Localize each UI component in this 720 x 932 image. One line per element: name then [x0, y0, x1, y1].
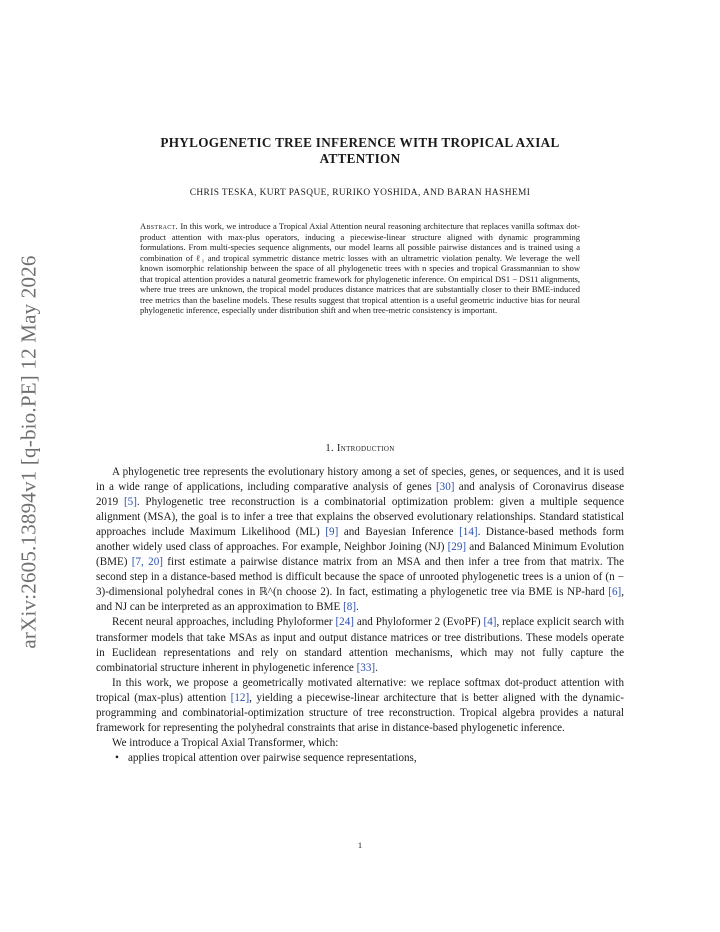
citation-link[interactable]: [30] [435, 481, 455, 494]
text-run: . [375, 661, 378, 674]
author-list: CHRIS TESKA, KURT PASQUE, RURIKO YOSHIDA, AND BARAN HASHEMI [189, 188, 531, 198]
text-run: and Bayesian Inference [338, 526, 460, 539]
text-run: In this work, we propose a geometrically motivated alternative: we replace softmax dot-product attention with tropical (max-plus) attention [96, 676, 624, 704]
title-line-2: ATTENTION [319, 151, 401, 166]
citation-link[interactable]: [7, 20] [131, 556, 163, 569]
section-title: Introduction [336, 443, 395, 454]
text-run: and Phyloformer 2 (EvoPF) [353, 616, 484, 629]
title-line-1: PHYLOGENETIC TREE INFERENCE WITH TROPICAL AXIAL [160, 135, 560, 150]
citation-link[interactable]: [4] [483, 616, 497, 629]
paragraph-1 [96, 465, 624, 615]
paper-title [96, 135, 624, 167]
text-run: . Phylogenetic tree reconstruction is a combinatorial optimization problem: given a multiple sequence alignment (MSA), the goal is to infer a tree that explains the observed evolutionary relationships. Standard statistical approaches include Maximum Likelihood (ML) [96, 496, 624, 539]
abstract-text: In this work, we introduce a Tropical Axial Attention neural reasoning architecture that replaces vanilla softmax dot-product attention with max-plus operators, inducing a piecewise-linear structure aligned with dynamic programming formulations. From multi-species sequence alignments, our model learns all possible pairwise distances and is trained using a combination of ℓ₁ and tropical symmetric distance metric losses with an ultrametric violation penalty. We leverage the well known isomorphic relationship between the space of all phylogenetic trees with n species and tropical Grassmannian to show that tropical attention provides a natural geometric framework for phylogenetic inference. On empirical DS1 − DS11 alignments, where true trees are unknown, the tropical model produces distance matrices that are substantially closer to their BME-induced tree metrics than the baseline models. These results suggest that tropical attention is a useful geometric inductive bias for neural phylogenetic inference, especially under distribution shift and when tree-metric consistency is important. [140, 221, 580, 315]
section-number: 1. [325, 443, 334, 454]
text-run: and analysis of Coronavirus disease 2019 [96, 481, 624, 509]
citation-link[interactable]: [9] [325, 526, 339, 539]
paragraph-3 [96, 676, 624, 736]
citation-link[interactable]: [12] [230, 691, 250, 704]
page-number: 1 [357, 840, 363, 850]
text-run: , yielding a piecewise-linear architecture that is better aligned with the dynamic-programming and combinatorial-optimization structure of tree reconstruction. Tropical algebra provides a natural framework for representing the polyhedral constraints that arise in distance-based phylogenetic inference. [96, 691, 624, 734]
bullet-item: • applies tropical attention over pairwise sequence representations, [96, 751, 624, 766]
citation-link[interactable]: [14] [459, 526, 478, 539]
citation-link[interactable]: [33] [356, 661, 376, 674]
body-text [96, 465, 624, 766]
citation-link[interactable]: [5] [123, 496, 137, 509]
text-run: , replace explicit search with transformer models that take MSAs as input and output distance matrices or tree distributions. These models operate in Euclidean representations and rely on standard attention mechanisms, which may not fully capture the combinatorial structure inherent in phylogenetic inference [96, 616, 624, 674]
text-run: , and NJ can be interpreted as an approximation to BME [96, 586, 624, 614]
abstract [140, 221, 580, 316]
arxiv-side-stamp [0, 0, 58, 932]
citation-link[interactable]: [8] [343, 601, 357, 614]
citation-link[interactable]: [29] [447, 541, 467, 554]
text-run: and Balanced Minimum Evolution (BME) [96, 541, 624, 569]
text-run: . [356, 601, 359, 614]
text-run: Recent neural approaches, including Phyloformer [112, 616, 336, 629]
abstract-label: Abstract. [140, 221, 178, 231]
citation-link[interactable]: [6] [608, 586, 622, 599]
paragraph-2 [96, 615, 624, 675]
text-run: A phylogenetic tree represents the evolutionary history among a set of species, genes, or sequences, and it is used in a wide range of applications, including comparative analysis of genes [96, 466, 624, 494]
text-run: first estimate a pairwise distance matrix from an MSA and then infer a tree from that matrix. The second step in a distance-based method is difficult because the space of unrooted phylogenetic trees is a union of (n − 3)-dimensional polyhedral cones in ℝ^(n choose 2). In fact, estimating a phylogenetic tree via BME is NP-hard [96, 556, 625, 599]
arxiv-identifier: arXiv:2605.13894v1 [q-bio.PE] 12 May 2026 [16, 255, 41, 649]
text-run: . Distance-based methods form another widely used class of approaches. For example, Neighbor Joining (NJ) [96, 526, 624, 554]
citation-link[interactable]: [24] [335, 616, 354, 629]
paragraph-4: We introduce a Tropical Axial Transformer, which: [112, 736, 339, 749]
section-heading [96, 443, 624, 454]
